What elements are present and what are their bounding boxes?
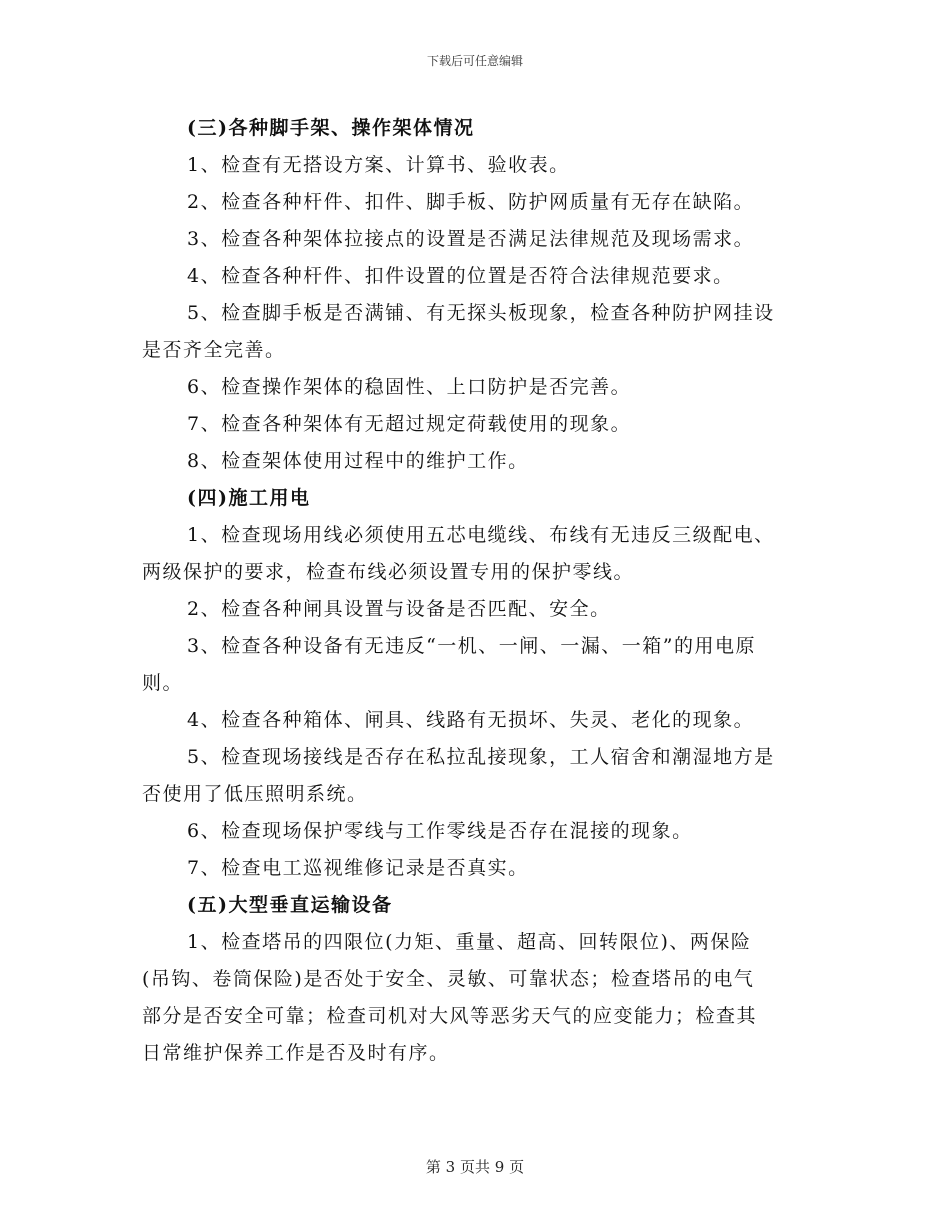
section-heading: (五)大型垂直运输设备 [187,894,393,916]
list-item-continuation: 两级保护的要求，检查布线必须设置专用的保护零线。 [142,561,635,583]
list-item: 5、检查脚手板是否满铺、有无探头板现象，检查各种防护网挂设 [187,302,775,324]
section-heading: (三)各种脚手架、操作架体情况 [187,117,475,139]
list-item: 7、检查各种架体有无超过规定荷载使用的现象。 [187,413,632,435]
list-item: 4、检查各种杆件、扣件设置的位置是否符合法律规范要求。 [187,265,734,287]
list-item-continuation: 日常维护保养工作是否及时有序。 [142,1042,450,1064]
list-item: 1、检查现场用线必须使用五芯电缆线、布线有无违反三级配电、 [187,524,775,546]
list-item: 6、检查操作架体的稳固性、上口防护是否完善。 [187,376,632,398]
list-item: 6、检查现场保护零线与工作零线是否存在混接的现象。 [187,820,693,842]
list-item: 7、检查电工巡视维修记录是否真实。 [187,857,529,879]
page-header: 下载后可任意编辑 [426,54,523,68]
list-item: 2、检查各种杆件、扣件、脚手板、防护网质量有无存在缺陷。 [187,191,755,213]
list-item-continuation: 是否齐全完善。 [142,339,286,361]
list-item: 1、检查有无搭设方案、计算书、验收表。 [187,154,570,176]
list-item: 2、检查各种闸具设置与设备是否匹配、安全。 [187,598,611,620]
list-item-continuation: 则。 [142,672,184,694]
list-item: 8、检查架体使用过程中的维护工作。 [187,450,529,472]
list-item-continuation: 否使用了低压照明系统。 [142,783,368,805]
page-footer: 第 3 页共 9 页 [425,1158,525,1176]
list-item: 5、检查现场接线是否存在私拉乱接现象，工人宿舍和潮湿地方是 [187,746,775,768]
list-item: 3、检查各种架体拉接点的设置是否满足法律规范及现场需求。 [187,228,755,250]
list-item: 4、检查各种箱体、闸具、线路有无损坏、失灵、老化的现象。 [187,709,755,731]
list-item: 1、检查塔吊的四限位(力矩、重量、超高、回转限位)、两保险 [187,931,752,953]
list-item-continuation: (吊钩、卷筒保险)是否处于安全、灵敏、可靠状态；检查塔吊的电气 [142,968,755,990]
section-heading: (四)施工用电 [187,487,311,509]
list-item: 3、检查各种设备有无违反“一机、一闸、一漏、一箱”的用电原 [187,635,757,657]
document-body [142,110,810,1072]
list-item-continuation: 部分是否安全可靠；检查司机对大风等恶劣天气的应变能力；检查其 [142,1005,758,1027]
